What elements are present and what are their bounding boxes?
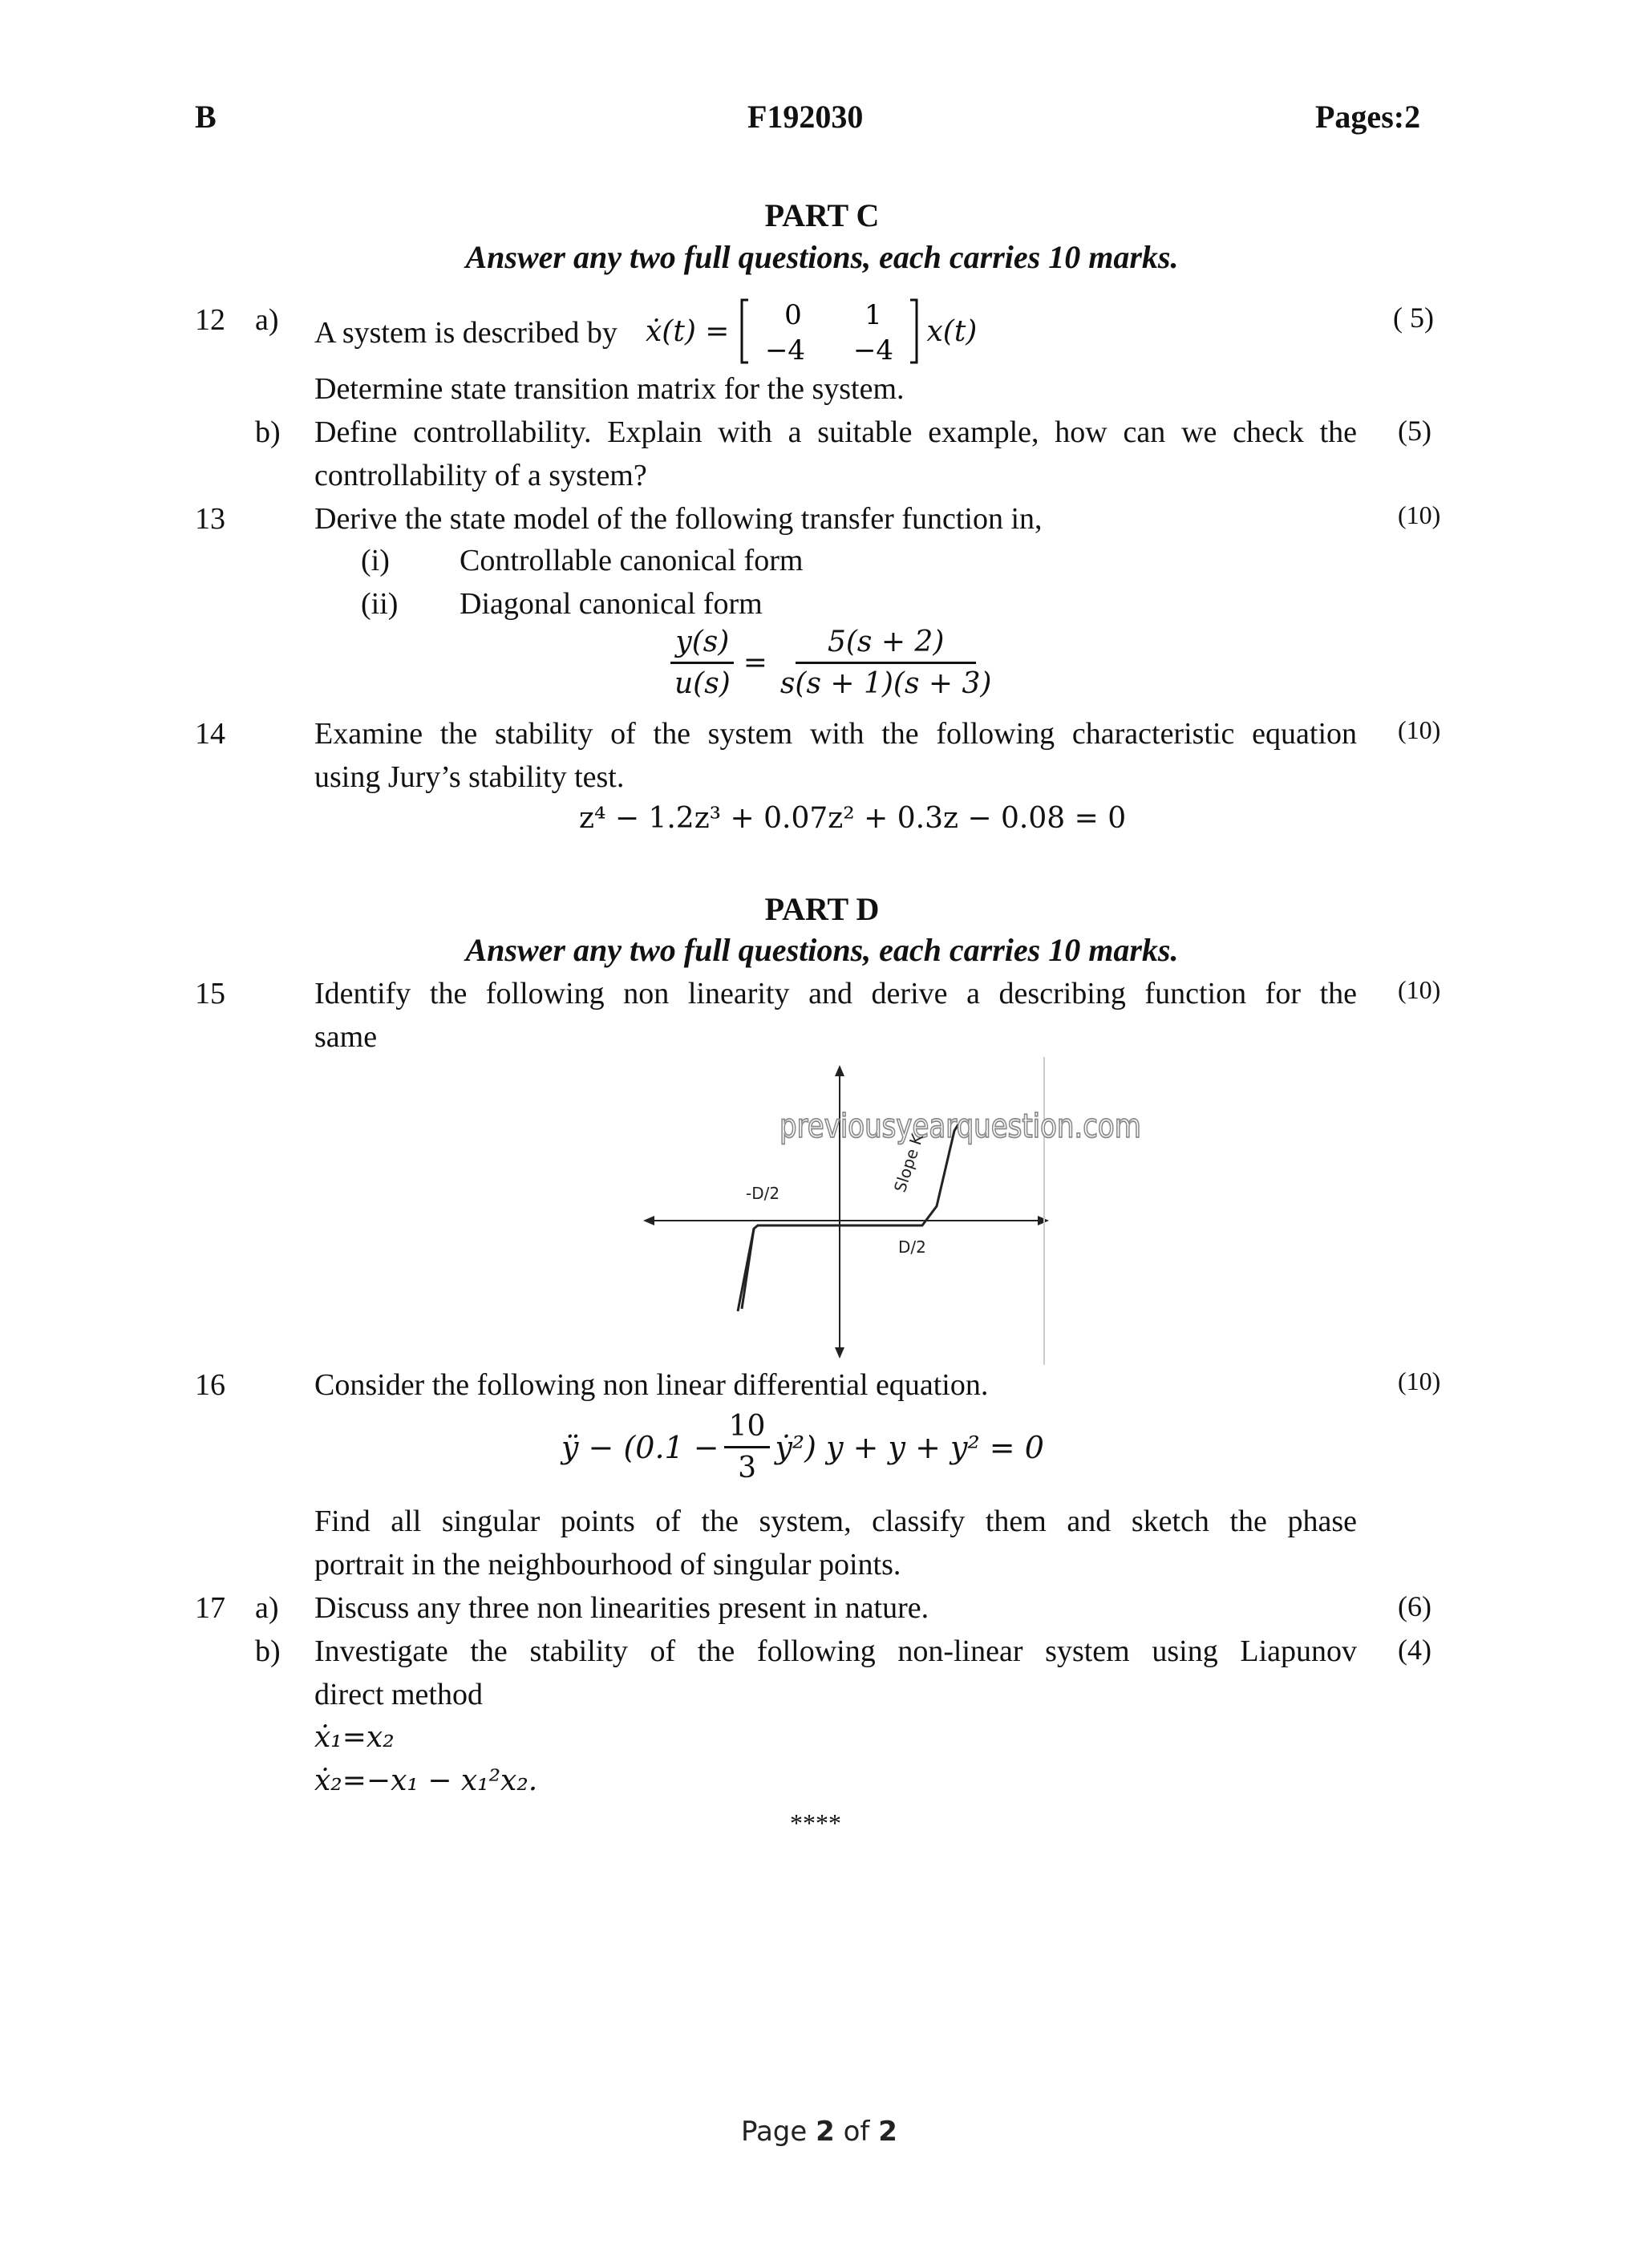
watermark-text: previousyearquestion.com <box>779 1106 1141 1145</box>
q16-frac-numerator: 10 <box>724 1410 771 1448</box>
q16-text: Consider the following non linear differential equation. <box>314 1368 989 1402</box>
question-number-13: 13 <box>195 502 225 536</box>
matrix-a21: −4 <box>765 334 806 367</box>
q12a-marks: ( 5) <box>1393 302 1434 334</box>
footer-of: of <box>834 2116 879 2148</box>
question-number-14: 14 <box>195 717 225 751</box>
dead-zone-characteristic <box>742 1124 958 1309</box>
q14-characteristic-equation: z⁴ − 1.2z³ + 0.07z² + 0.3z − 0.08 = 0 <box>579 802 1127 835</box>
q14-text-line1: Examine the stability of the system with the following characteristic equation <box>314 717 1357 751</box>
q17b-text-line1: Investigate the stability of the following non-linear system using Liapunov <box>314 1634 1357 1668</box>
q16-text-line1: Find all singular points of the system, classify them and sketch the phase <box>314 1505 1357 1538</box>
tf-rhs-denominator: s(s + 1)(s + 3) <box>779 667 992 700</box>
q17b-equation-1: ẋ₁=x₂ <box>314 1721 395 1754</box>
label-slope-k: Slope K <box>889 1131 927 1195</box>
q14-text-line2: using Jury’s stability test. <box>314 760 625 794</box>
q17a-marks: (6) <box>1398 1590 1431 1622</box>
q17b-label: b) <box>255 1634 281 1668</box>
q17b-text-line2: direct method <box>314 1678 483 1711</box>
q12b-text-line2: controllability of a system? <box>314 459 647 492</box>
tf-lhs-numerator: y(s) <box>670 626 734 664</box>
question-number-12: 12 <box>195 303 225 337</box>
q12a-rhs: x(t) <box>926 314 978 348</box>
label-d-half: D/2 <box>898 1237 926 1257</box>
part-d-instruction: Answer any two full questions, each carries 10 marks. <box>465 932 1179 968</box>
q13-transfer-function <box>670 626 996 700</box>
paper-code: F192030 <box>747 99 864 135</box>
part-d-title: PART D <box>764 891 880 927</box>
page-footer <box>741 2116 897 2148</box>
q12b-text-line1: Define controllability. Explain with a suitable example, how can we check the <box>314 415 1357 449</box>
q16-eq-end: ẏ²) y + y + y² = 0 <box>775 1429 1044 1465</box>
q16-differential-equation <box>561 1410 1044 1484</box>
q12b-marks: (5) <box>1398 415 1431 447</box>
q13-item-ii-label: (ii) <box>361 587 399 621</box>
lower-slope-segment <box>738 1229 754 1311</box>
q13-marks: (10) <box>1398 500 1441 529</box>
footer-prefix: Page <box>741 2116 816 2148</box>
q15-text-line2: same <box>314 1020 378 1054</box>
matrix-a11: 0 <box>784 299 803 331</box>
q17b-marks: (4) <box>1398 1634 1431 1666</box>
matrix-a12: 1 <box>865 299 883 331</box>
q12a-text-2: Determine state transition matrix for the system. <box>314 372 905 406</box>
x-axis-left-arrow <box>643 1216 654 1225</box>
question-number-15: 15 <box>195 977 225 1010</box>
q12a-text: A system is described by <box>314 316 618 350</box>
page-count: Pages:2 <box>1315 99 1421 135</box>
q12a-state-matrix <box>737 295 921 367</box>
dead-zone-nonlinearity-figure <box>634 1051 1141 1371</box>
q13-item-ii-text: Diagonal canonical form <box>460 587 763 621</box>
tf-rhs-numerator: 5(s + 2) <box>796 626 976 664</box>
q13-text: Derive the state model of the following transfer function in, <box>314 502 1043 536</box>
q14-marks: (10) <box>1398 715 1441 744</box>
q15-text-line1: Identify the following non linearity and derive a describing function for the <box>314 977 1357 1010</box>
part-c-instruction: Answer any two full questions, each carries 10 marks. <box>465 239 1179 275</box>
paper-set-label: B <box>195 99 217 135</box>
q13-item-i-label: (i) <box>361 544 390 577</box>
end-of-paper-mark: **** <box>790 1808 841 1837</box>
question-number-16: 16 <box>195 1368 225 1402</box>
q16-marks: (10) <box>1398 1367 1441 1395</box>
q15-marks: (10) <box>1398 975 1441 1004</box>
question-number-17: 17 <box>195 1591 225 1625</box>
y-axis-up-arrow <box>835 1065 844 1076</box>
q12b-label: b) <box>255 415 281 449</box>
q12a-equation <box>646 295 977 367</box>
q16-frac-denominator: 3 <box>738 1452 757 1484</box>
q17a-text: Discuss any three non linearities present in nature. <box>314 1591 929 1625</box>
label-minus-d-half: -D/2 <box>746 1184 780 1203</box>
y-axis-down-arrow <box>835 1347 844 1359</box>
tf-equals: = <box>743 646 767 679</box>
footer-page-number: 2 <box>816 2116 835 2148</box>
footer-total-pages: 2 <box>878 2116 897 2148</box>
q17b-equation-2: ẋ₂=−x₁ − x₁²x₂. <box>314 1764 538 1797</box>
q16-eq-start: ÿ − (0.1 − <box>561 1429 719 1465</box>
tf-lhs-denominator: u(s) <box>674 667 731 700</box>
q12a-lhs: ẋ(t) = <box>646 314 730 348</box>
q12a-label: a) <box>255 303 279 337</box>
q16-text-line2: portrait in the neighbourhood of singular points. <box>314 1548 901 1582</box>
matrix-a22: −4 <box>853 334 894 367</box>
part-c-title: PART C <box>764 197 880 233</box>
q17a-label: a) <box>255 1591 279 1625</box>
q13-item-i-text: Controllable canonical form <box>460 544 804 577</box>
